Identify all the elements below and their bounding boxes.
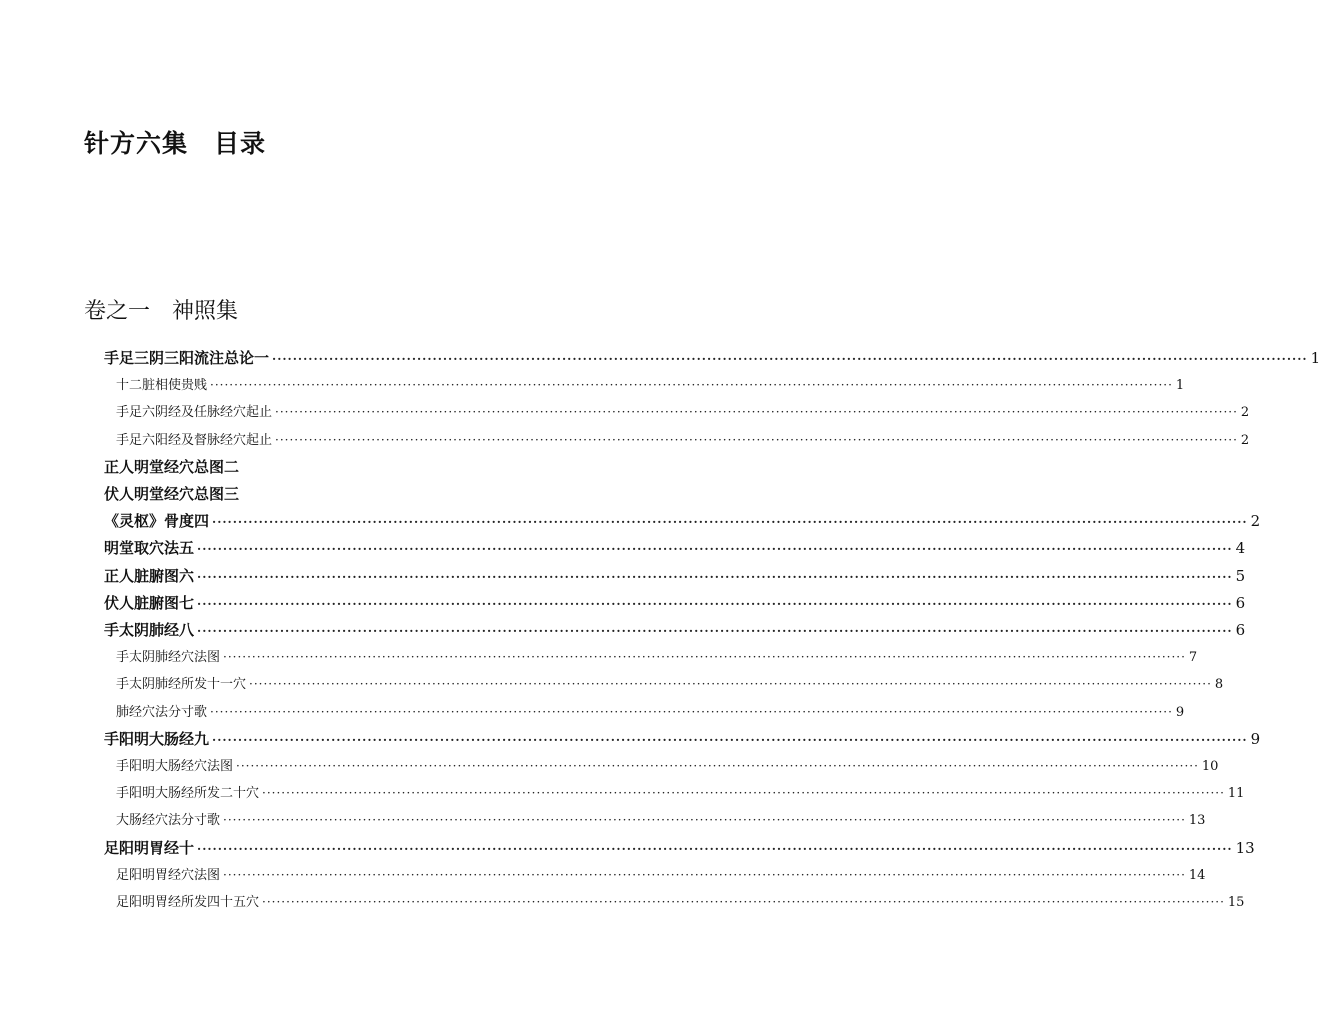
- leader-dots: ········································································································································································································: [275, 432, 1238, 447]
- toc-entry-page: 2: [1240, 405, 1250, 421]
- toc-entry[interactable]: [116, 645, 1198, 669]
- leader-dots: ········································································································································································································: [210, 704, 1173, 719]
- toc-entry[interactable]: [104, 591, 1246, 615]
- toc-entry-label: 大肠经穴法分寸歌: [116, 813, 221, 829]
- toc-entry-page: 4: [1235, 539, 1246, 558]
- toc-entry[interactable]: [104, 836, 1255, 860]
- toc-entry[interactable]: [104, 536, 1246, 560]
- leader-dots: ········································································································································································································: [249, 677, 1212, 692]
- toc-entry-label: 正人脏腑图六: [104, 566, 195, 585]
- toc-entry-label: 正人明堂经穴总图二: [104, 457, 240, 476]
- toc-entry[interactable]: [116, 890, 1245, 914]
- toc-entry-label: 手阳明大肠经九: [104, 729, 210, 748]
- toc-entry-label: 足阳明胃经所发四十五穴: [116, 895, 260, 910]
- toc-entry-page: 7: [1188, 650, 1198, 666]
- toc-entry-label: 手阳明大肠经所发二十穴: [116, 786, 260, 802]
- leader-dots: ········································································································································································································: [223, 867, 1186, 882]
- leader-dots: ········································································································································································································: [197, 596, 1233, 611]
- toc-entry[interactable]: [104, 346, 1320, 370]
- leader-dots: ········································································································································································································: [212, 515, 1248, 530]
- toc-entry-page: 6: [1235, 621, 1246, 639]
- toc-entry[interactable]: [116, 781, 1245, 805]
- toc-entry-page: 2: [1240, 432, 1250, 448]
- volume-heading: 卷之一 神照集: [84, 299, 239, 324]
- toc-entry-label: 手太阴肺经八: [104, 621, 195, 639]
- toc-entry-label: 足阳明胃经穴法图: [116, 867, 221, 883]
- toc-entry[interactable]: [116, 428, 1250, 452]
- toc-entry-page: 2: [1250, 512, 1261, 531]
- toc-entry-label: 手太阴肺经所发十一穴: [116, 677, 247, 693]
- toc-entry-page: 10: [1201, 759, 1219, 774]
- toc-entry[interactable]: [116, 700, 1185, 724]
- toc-entry-page: 1: [1310, 349, 1320, 367]
- leader-dots: ········································································································································································································: [223, 813, 1186, 828]
- toc-entry-label: 手足六阳经及督脉经穴起止: [116, 432, 273, 448]
- toc-entry-label: 伏人明堂经穴总图三: [104, 485, 240, 503]
- leader-dots: ········································································································································································································: [210, 378, 1173, 393]
- toc-entry[interactable]: [104, 618, 1246, 642]
- toc-entry[interactable]: [104, 564, 1246, 588]
- toc-entry[interactable]: [116, 400, 1250, 424]
- toc-entry-page: 5: [1235, 566, 1246, 585]
- toc-entry[interactable]: [104, 455, 239, 479]
- toc-entry[interactable]: [116, 373, 1185, 397]
- leader-dots: ········································································································································································································: [262, 895, 1225, 909]
- toc-entry-label: 明堂取穴法五: [104, 539, 195, 558]
- toc-entry[interactable]: [116, 863, 1206, 887]
- toc-entry-page: 1: [1175, 378, 1185, 394]
- toc-entry-page: 11: [1227, 786, 1245, 802]
- toc-entry-label: 十二脏相使贵贱: [116, 378, 208, 394]
- toc-entry-label: 手阳明大肠经穴法图: [116, 759, 234, 774]
- leader-dots: ········································································································································································································: [272, 352, 1308, 366]
- leader-dots: ········································································································································································································: [275, 405, 1238, 420]
- toc-entry[interactable]: [104, 482, 239, 506]
- toc-entry-label: 手足六阴经及任脉经穴起止: [116, 405, 273, 421]
- toc-entry[interactable]: [104, 727, 1261, 751]
- toc-entry-page: 15: [1227, 895, 1245, 910]
- toc-entry-page: 9: [1175, 704, 1185, 720]
- toc-entry-label: 肺经穴法分寸歌: [116, 704, 208, 720]
- leader-dots: ········································································································································································································: [197, 624, 1233, 638]
- toc-entry[interactable]: [116, 672, 1224, 696]
- leader-dots: ········································································································································································································: [197, 542, 1233, 557]
- toc-entry-page: 13: [1188, 813, 1206, 829]
- toc-entry[interactable]: [116, 754, 1219, 778]
- leader-dots: ········································································································································································································: [262, 786, 1225, 801]
- toc-entry[interactable]: [104, 509, 1261, 533]
- leader-dots: ········································································································································································································: [212, 732, 1248, 747]
- toc-entry-label: 《灵枢》骨度四: [104, 512, 210, 531]
- page-title: 针方六集 目录: [84, 129, 267, 158]
- toc-entry-page: 6: [1235, 593, 1246, 612]
- leader-dots: ········································································································································································································: [223, 650, 1186, 665]
- toc-entry-label: 手太阴肺经穴法图: [116, 650, 221, 666]
- toc-entry-page: 9: [1250, 729, 1261, 748]
- toc-entry-page: 14: [1188, 867, 1206, 883]
- leader-dots: ········································································································································································································: [197, 569, 1233, 584]
- toc-entry-page: 8: [1214, 677, 1224, 693]
- toc-entry[interactable]: [116, 808, 1206, 832]
- leader-dots: ········································································································································································································: [236, 759, 1199, 773]
- toc-entry-label: 伏人脏腑图七: [104, 593, 195, 612]
- toc-entry-label: 足阳明胃经十: [104, 838, 195, 857]
- toc-entry-page: 13: [1235, 838, 1255, 857]
- leader-dots: ········································································································································································································: [197, 841, 1233, 856]
- toc-entry-label: 手足三阴三阳流注总论一: [104, 349, 270, 367]
